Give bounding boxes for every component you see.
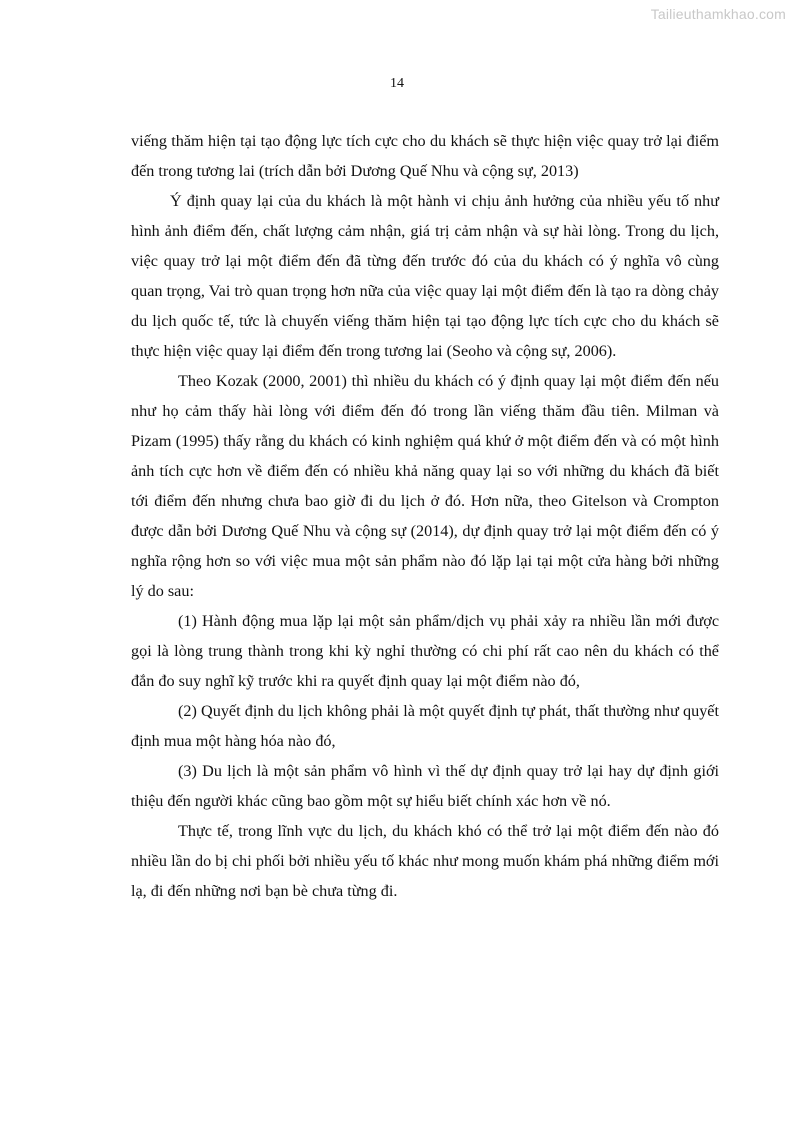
paragraph: viếng thăm hiện tại tạo động lực tích cực cho du khách sẽ thực hiện việc quay trở lại điểm đến trong tương lai (trích dẫn bởi Dương Quế Nhu và cộng sự, 2013) [131,132,719,180]
list-item: (3) Du lịch là một sản phẩm vô hình vì thế dự định quay trở lại hay dự định giới thiệu đến người khác cũng bao gồm một sự hiểu biết chính xác hơn về nó. [131,762,719,810]
paragraph: Theo Kozak (2000, 2001) thì nhiều du khách có ý định quay lại một điểm đến nếu như họ cảm thấy hài lòng với điểm đến đó trong lần viếng thăm đầu tiên. Milman và Pizam (1995) thấy rằng du khách có kinh nghiệm quá khứ ở một điểm đến và có một hình ảnh tích cực hơn về điểm đến có nhiều khả năng quay lại so với những du khách đã biết tới điểm đến nhưng chưa bao giờ đi du lịch ở đó. Hơn nữa, theo Gitelson và Crompton được dẫn bởi Dương Quế Nhu và cộng sự (2014), dự định quay trở lại một điểm đến có ý nghĩa rộng hơn so với việc mua một sản phẩm nào đó lặp lại tại một cửa hàng bởi những lý do sau: [131,372,719,600]
list-item: (1) Hành động mua lặp lại một sản phẩm/dịch vụ phải xảy ra nhiều lần mới được gọi là lòng trung thành trong khi kỳ nghỉ thường có chi phí rất cao nên du khách có thể đắn đo suy nghĩ kỹ trước khi ra quyết định quay lại một điểm nào đó, [131,612,719,690]
paragraph: Ý định quay lại của du khách là một hành vi chịu ảnh hưởng của nhiều yếu tố như hình ảnh điểm đến, chất lượng cảm nhận, giá trị cảm nhận và sự hài lòng. Trong du lịch, việc quay trở lại một điểm đến đã từng đến trước đó của du khách có ý nghĩa vô cùng quan trọng, Vai trò quan trọng hơn nữa của việc quay lại một điểm đến là tạo ra dòng chảy du lịch quốc tế, tức là chuyến viếng thăm hiện tại tạo động lực tích cực cho du khách sẽ thực hiện việc quay lại điểm đến trong tương lai (Seoho và cộng sự, 2006). [131,192,719,360]
paragraph: Thực tế, trong lĩnh vực du lịch, du khách khó có thể trở lại một điểm đến nào đó nhiều lần do bị chi phối bởi nhiều yếu tố khác như mong muốn khám phá những điểm mới lạ, đi đến những nơi bạn bè chưa từng đi. [131,822,719,900]
watermark: Tailieuthamkhao.com [650,6,786,22]
list-item: (2) Quyết định du lịch không phải là một quyết định tự phát, thất thường như quyết định mua một hàng hóa nào đó, [131,702,719,750]
document-body [131,126,719,906]
page-number: 14 [390,76,404,91]
